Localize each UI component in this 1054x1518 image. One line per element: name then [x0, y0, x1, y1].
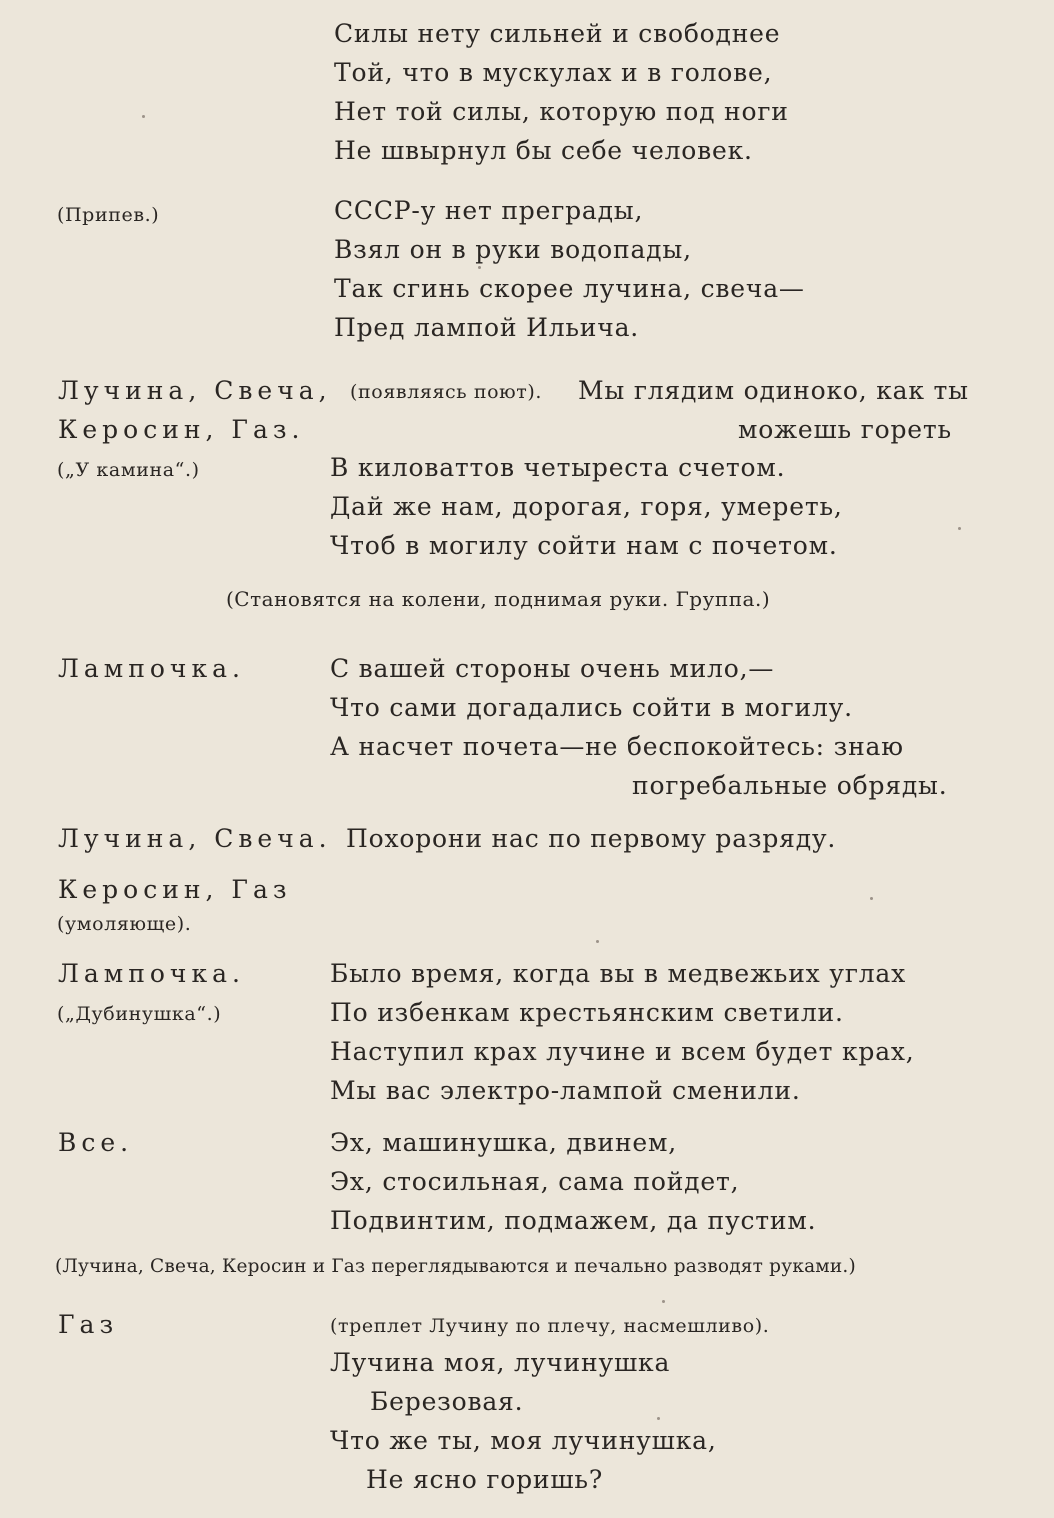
stage-note: (появляясь поют).: [350, 381, 543, 403]
verse-line: С вашей стороны очень мило,—: [330, 654, 775, 683]
paper-speck: [657, 1417, 660, 1420]
verse-line: Так сгинь скорее лучина, свеча—: [334, 274, 805, 303]
stage-direction: (Становятся на колени, поднимая руки. Группа.): [226, 587, 771, 611]
verse-line: Эх, машинушка, двинем,: [330, 1128, 677, 1157]
speaker-name: Керосин, Газ: [58, 875, 292, 904]
verse-line: Березовая.: [370, 1387, 524, 1416]
verse-line: СССР-у нет преграды,: [334, 196, 644, 225]
verse-line: Той, что в мускулах и в голове,: [334, 58, 773, 87]
verse-line: Подвинтим, подмажем, да пустим.: [330, 1206, 817, 1235]
verse-line: По избенкам крестьянским светили.: [330, 998, 844, 1027]
speaker-name: Все.: [58, 1128, 134, 1157]
speaker-name: Лучина, Свеча.: [58, 824, 332, 853]
verse-line: Эх, стосильная, сама пойдет,: [330, 1167, 740, 1196]
verse-line: А насчет почета—не беспокойтесь: знаю: [330, 732, 904, 761]
verse-line: Наступил крах лучине и всем будет крах,: [330, 1037, 915, 1066]
tune-note: („У камина“.): [57, 459, 200, 481]
verse-line: Лучина моя, лучинушка: [330, 1348, 671, 1377]
refrain-label: (Припев.): [57, 204, 160, 226]
verse-line: Нет той силы, которую под ноги: [334, 97, 789, 126]
paper-speck: [478, 266, 481, 269]
paper-speck: [958, 527, 961, 530]
verse-line: Что же ты, моя лучинушка,: [330, 1426, 717, 1455]
tune-note: („Дубинушка“.): [57, 1003, 222, 1025]
paper-speck: [596, 940, 599, 943]
stage-note: (треплет Лучину по плечу, насмешливо).: [330, 1315, 770, 1337]
stage-direction: (Лучина, Свеча, Керосин и Газ переглядываются и печально разводят руками.): [55, 1256, 856, 1277]
stage-note: (умоляюще).: [57, 913, 192, 935]
speaker-name: Керосин, Газ.: [58, 415, 305, 444]
verse-line: В киловаттов четыреста счетом.: [330, 453, 786, 482]
verse-line: Дай же нам, дорогая, горя, умереть,: [330, 492, 843, 521]
paper-speck: [870, 897, 873, 900]
paper-speck: [662, 1300, 665, 1303]
verse-line: Было время, когда вы в медвежьих углах: [330, 959, 907, 988]
verse-line: Мы вас электро-лампой сменили.: [330, 1076, 801, 1105]
verse-line-continuation: можешь гореть: [738, 415, 952, 444]
verse-line-continuation: погребальные обряды.: [632, 771, 948, 800]
verse-line: Не ясно горишь?: [366, 1465, 604, 1494]
verse-line: Чтоб в могилу сойти нам с почетом.: [330, 531, 838, 560]
speaker-name: Газ: [58, 1310, 119, 1339]
verse-line: Не швырнул бы себе человек.: [334, 136, 753, 165]
verse-line: Похорони нас по первому разряду.: [346, 824, 837, 853]
paper-speck: [142, 115, 145, 118]
speaker-name: Лампочка.: [58, 654, 245, 683]
verse-line: Пред лампой Ильича.: [334, 313, 640, 342]
speaker-name: Лампочка.: [58, 959, 245, 988]
verse-line: Что сами догадались сойти в могилу.: [330, 693, 853, 722]
speaker-name: Лучина, Свеча,: [58, 376, 332, 405]
verse-line: Силы нету сильней и свободнее: [334, 19, 781, 48]
verse-line: Мы глядим одиноко, как ты: [578, 376, 969, 405]
verse-line: Взял он в руки водопады,: [334, 235, 692, 264]
